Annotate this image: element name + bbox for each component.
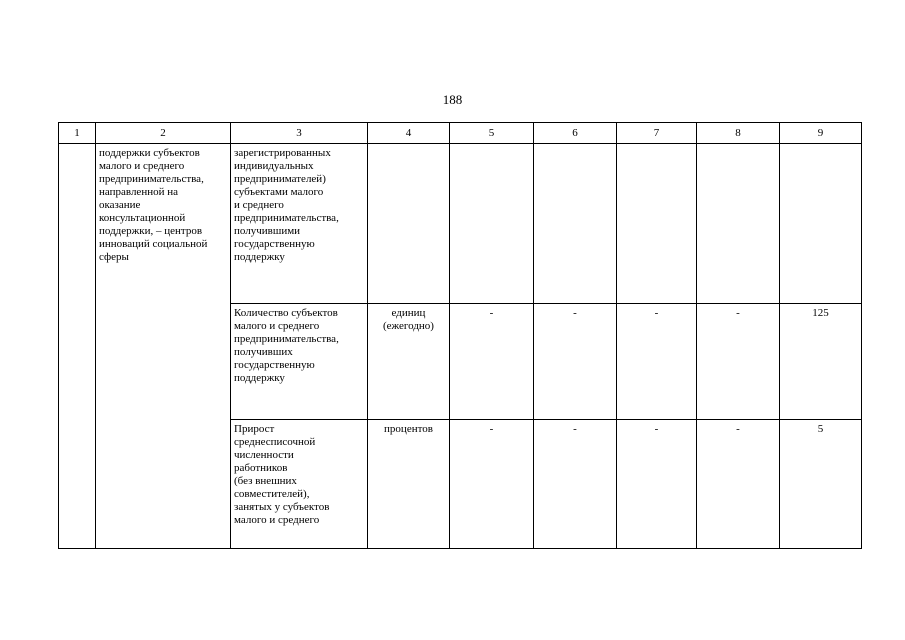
header-cell-7: 7 [617, 123, 697, 144]
header-cell-3: 3 [231, 123, 368, 144]
page-number: 188 [442, 92, 463, 107]
unit-cell: процентов [368, 420, 450, 549]
value-cell-6 [534, 144, 617, 304]
value-cell-9: 125 [780, 304, 862, 420]
value-cell-5: - [450, 304, 534, 420]
value-cell-9 [780, 144, 862, 304]
header-cell-6: 6 [534, 123, 617, 144]
value-cell-9: 5 [780, 420, 862, 549]
header-cell-9: 9 [780, 123, 862, 144]
header-cell-5: 5 [450, 123, 534, 144]
header-cell-4: 4 [368, 123, 450, 144]
value-cell-8 [697, 144, 780, 304]
indicator-cell: Количество субъектов малого и среднего предпринимательства, получивших государственную поддержку [231, 304, 368, 420]
value-cell-5 [450, 144, 534, 304]
value-cell-6: - [534, 304, 617, 420]
value-cell-5: - [450, 420, 534, 549]
unit-cell: единиц (ежегодно) [368, 304, 450, 420]
value-cell-7: - [617, 304, 697, 420]
header-row [59, 123, 862, 144]
value-cell-6: - [534, 420, 617, 549]
value-cell-7 [617, 144, 697, 304]
unit-cell [368, 144, 450, 304]
value-cell-7: - [617, 420, 697, 549]
header-cell-1: 1 [59, 123, 96, 144]
value-cell-8: - [697, 304, 780, 420]
measure-name-cell: поддержки субъектов малого и среднего предпринимательства, направленной на оказание консультационной поддержки, – центров инноваций социальной сферы [96, 144, 231, 549]
table-row [59, 144, 862, 304]
indicator-cell: Прирост среднесписочной численности работников (без внешних совместителей), занятых у субъектов малого и среднего [231, 420, 368, 549]
header-cell-8: 8 [697, 123, 780, 144]
row-number-cell [59, 144, 96, 549]
value-cell-8: - [697, 420, 780, 549]
data-table [58, 122, 862, 549]
header-cell-2: 2 [96, 123, 231, 144]
indicator-cell: зарегистрированных индивидуальных предпринимателей) субъектами малого и среднего предпринимательства, получившими государственную поддержку [231, 144, 368, 304]
